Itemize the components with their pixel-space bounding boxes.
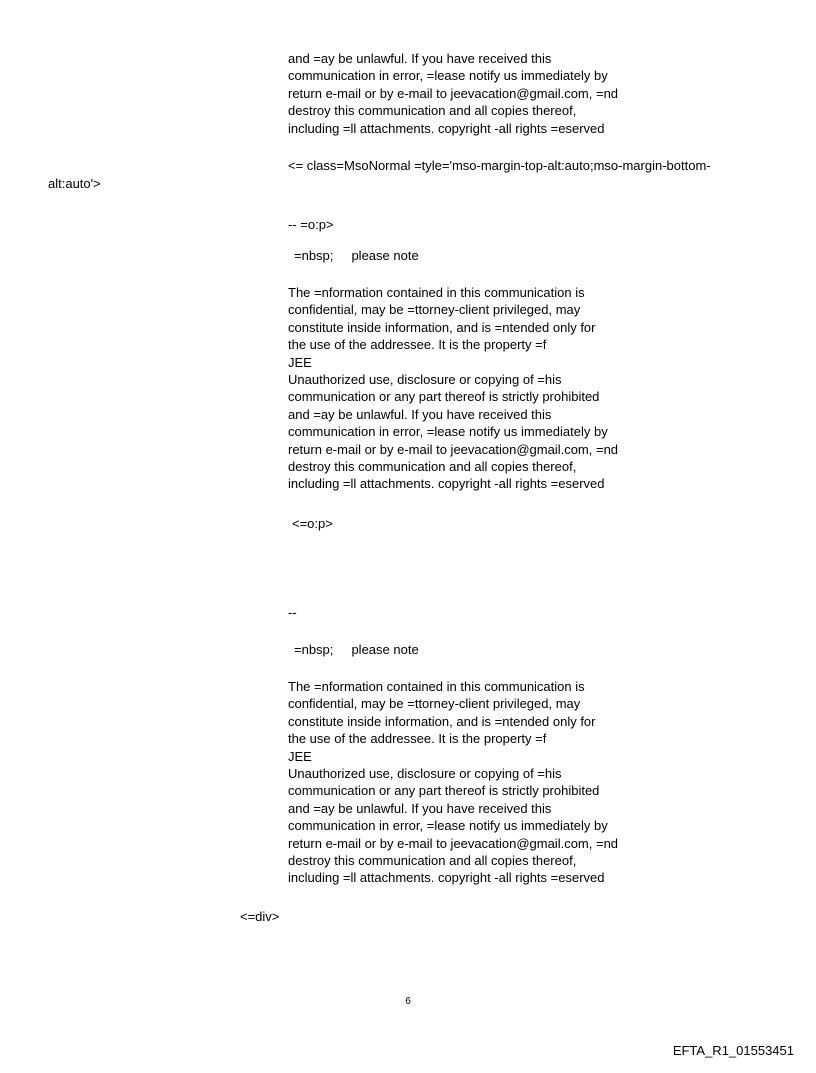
text-line: destroy this communication and all copies thereof,: [288, 853, 577, 869]
text-line: constitute inside information, and is =ntended only for: [288, 319, 596, 335]
page-number: 6: [405, 996, 411, 1007]
text-line: communication in error, =lease notify us immediately by: [288, 424, 608, 440]
please-note-line: =nbsp; please note: [294, 248, 419, 263]
text-line: and =ay be unlawful. If you have received this: [288, 51, 552, 66]
text-line: The =nformation contained in this communication is: [288, 285, 585, 300]
text-line: Unauthorized use, disclosure or copying of =his: [288, 766, 562, 782]
div-close-tag: <=div>: [240, 909, 280, 924]
text-line: and =ay be unlawful. If you have received this: [288, 406, 552, 422]
please-note-line: =nbsp; please note: [294, 642, 419, 657]
text-line: confidential, may be =ttorney-client privileged, may: [288, 696, 581, 712]
text-line: return e-mail or by e-mail to jeevacation@gmail.com, =nd: [288, 835, 619, 851]
op-close-tag: <=o:p>: [292, 516, 333, 531]
text-line: communication in error, =lease notify us immediately by: [288, 818, 608, 834]
text-line: JEE: [288, 354, 312, 370]
confidentiality-disclaimer: [288, 284, 618, 493]
text-line: destroy this communication and all copies thereof,: [288, 459, 577, 475]
text-line: return e-mail or by e-mail to jeevacation@gmail.com, =nd: [288, 441, 619, 457]
text-line: constitute inside information, and is =ntended only for: [288, 713, 596, 729]
mso-markup-line-wrap: alt:auto'>: [48, 176, 101, 191]
text-line: the use of the addressee. It is the property =f: [288, 731, 547, 747]
text-line: Unauthorized use, disclosure or copying of =his: [288, 372, 562, 388]
text-line: the use of the addressee. It is the property =f: [288, 337, 547, 353]
text-line: communication or any part thereof is strictly prohibited: [288, 783, 600, 799]
text-line: communication in error, =lease notify us immediately by: [288, 68, 608, 84]
text-line: including =ll attachments. copyright -all rights =eserved: [288, 476, 605, 492]
text-line: including =ll attachments. copyright -all rights =eserved: [288, 120, 605, 136]
bates-number: EFTA_R1_01553451: [672, 1043, 794, 1058]
text-line: confidential, may be =ttorney-client privileged, may: [288, 302, 581, 318]
text-line: communication or any part thereof is strictly prohibited: [288, 389, 600, 405]
text-line: JEE: [288, 748, 312, 764]
text-line: and =ay be unlawful. If you have received this: [288, 800, 552, 816]
text-line: The =nformation contained in this communication is: [288, 679, 585, 694]
text-line: destroy this communication and all copies thereof,: [288, 103, 577, 119]
mso-markup-line: <= class=MsoNormal =tyle='mso-margin-top-alt:auto;mso-margin-bottom-: [288, 158, 711, 173]
confidentiality-disclaimer: [288, 678, 618, 887]
disclaimer-tail: [288, 50, 618, 137]
text-line: return e-mail or by e-mail to jeevacation@gmail.com, =nd: [288, 85, 619, 101]
text-line: including =ll attachments. copyright -all rights =eserved: [288, 870, 605, 886]
signature-separator: -- =o:p>: [288, 217, 334, 232]
signature-separator: --: [288, 605, 297, 620]
